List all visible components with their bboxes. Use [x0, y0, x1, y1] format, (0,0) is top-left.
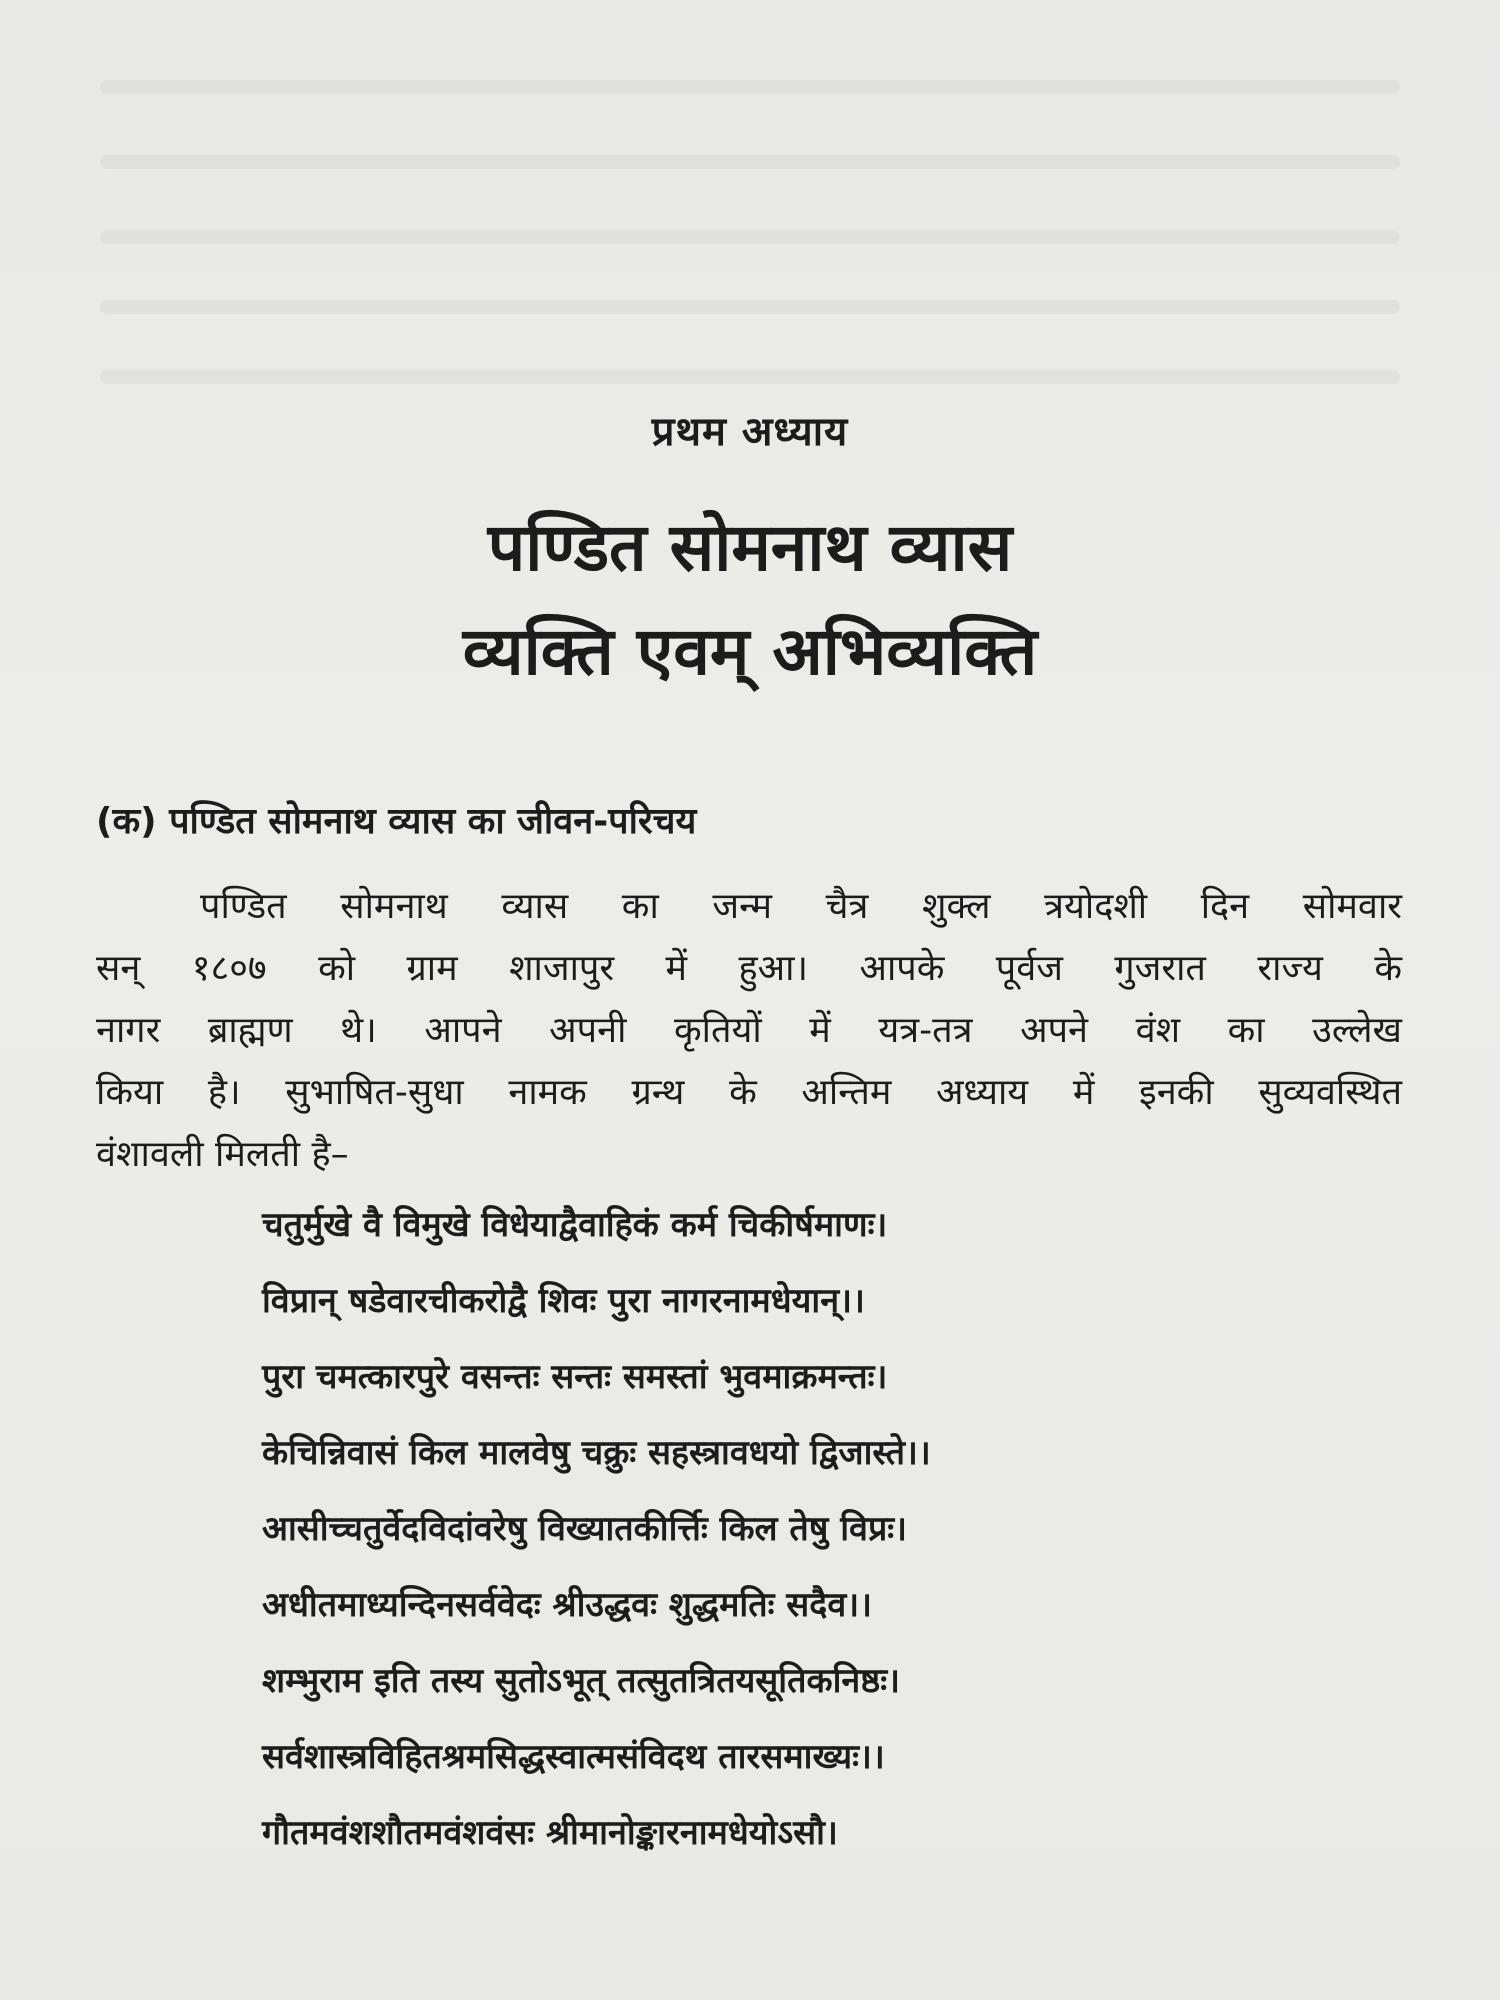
bleed-through-mark [100, 230, 1400, 244]
verse-line: अधीतमाध्यन्दिनसर्ववेदः श्रीउद्धवः शुद्धमतिः सदैव।। [262, 1585, 873, 1625]
verse-line: चतुर्मुखे वै विमुखे विधेयाद्वैवाहिकं कर्म चिकीर्षमाणः। [262, 1205, 888, 1245]
paragraph-line: नागर ब्राह्मण थे। आपने अपनी कृतियों में यत्र-तत्र अपने वंश का उल्लेख [96, 1010, 1402, 1051]
paragraph-line: पण्डित सोमनाथ व्यास का जन्म चैत्र शुक्ल त्रयोदशी दिन सोमवार [200, 886, 1402, 927]
verse-line: पुरा चमत्कारपुरे वसन्तः सन्तः समस्तां भुवमाक्रमन्तः। [262, 1357, 888, 1397]
verse-line: विप्रान् षडेवारचीकरोद्वै शिवः पुरा नागरनामधेयान्।। [262, 1281, 865, 1321]
paragraph-line: वंशावली मिलती है– [96, 1134, 349, 1175]
section-heading: (क) पण्डित सोमनाथ व्यास का जीवन-परिचय [96, 801, 697, 842]
verse-line: गौतमवंशशौतमवंशवंसः श्रीमानोङ्कारनामधेयोऽसौ। [262, 1813, 838, 1853]
bleed-through-mark [100, 370, 1400, 384]
verse-line: शम्भुराम इति तस्य सुतोऽभूत् तत्सुतत्रितयसूतिकनिष्ठः। [262, 1661, 901, 1701]
verse-line: आसीच्चतुर्वेदविदांवरेषु विख्यातकीर्त्तिः किल तेषु विप्रः। [262, 1509, 908, 1549]
bleed-through-mark [100, 155, 1400, 169]
paragraph-line: किया है। सुभाषित-सुधा नामक ग्रन्थ के अन्तिम अध्याय में इनकी सुव्यवस्थित [96, 1072, 1402, 1113]
verse-line: केचिन्निवासं किल मालवेषु चक्रुः सहस्त्रावधयो द्विजास्ते।। [262, 1433, 931, 1473]
page-title-line-1: पण्डित सोमनाथ व्यास [487, 509, 1013, 586]
bleed-through-mark [100, 80, 1400, 94]
bleed-through-mark [100, 300, 1400, 314]
paragraph-line: सन् १८०७ को ग्राम शाजापुर में हुआ। आपके पूर्वज गुजरात राज्य के [96, 948, 1402, 989]
verse-line: सर्वशास्त्रविहितश्रमसिद्धस्वात्मसंविदथ तारसमाख्यः।। [262, 1737, 885, 1777]
chapter-label: प्रथम अध्याय [651, 409, 849, 455]
page-title-line-2: व्यक्ति एवम् अभिव्यक्ति [462, 613, 1038, 690]
